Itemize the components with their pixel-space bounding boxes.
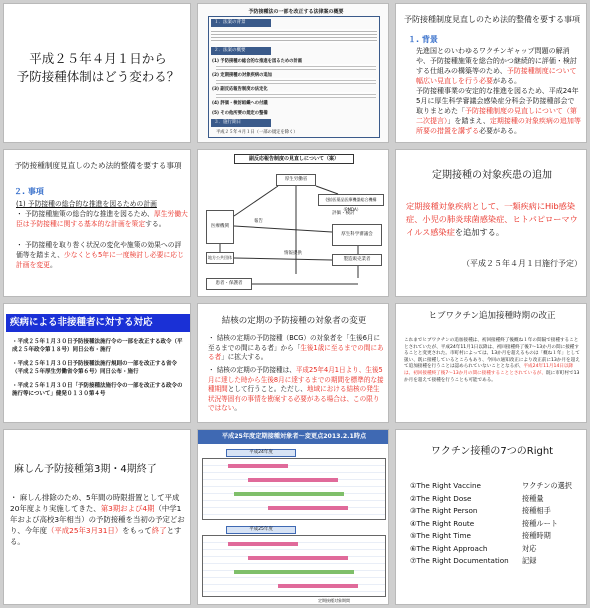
slide-4-title: 予防接種制度見直しのため法的整備を要する事項 [14, 161, 182, 170]
slide-2-sec1-text [211, 29, 377, 43]
slide-9 [395, 303, 587, 423]
slide-12-row: ⑥The Right Approach 対応 [410, 543, 537, 553]
slide-2-row4: (4) 評価・検討組織への付議 [212, 101, 268, 106]
slide-9-title: ヒブワクチン追加接種時期の改正 [428, 311, 556, 321]
slide-3 [395, 3, 587, 143]
slide-4 [3, 149, 191, 297]
slide-12-row: ③The Right Person 接種相手 [410, 506, 551, 515]
slide-2-row1: (1) 予防接種の総合的な推進を図るための計画 [212, 59, 303, 64]
slide-2 [197, 3, 389, 143]
slide-11-header: 平成25年度定期接種対象者〜変更点2013.2.1時点 [198, 430, 389, 444]
slide-2-row5: (5) その他所要の規定の整備 [212, 111, 268, 116]
slide-12-row: ⑦The Right Documentation 記録 [410, 556, 537, 565]
slide-5 [197, 149, 389, 297]
slide-5-node-hospital: 医療機関 [206, 210, 234, 244]
slide-11-bar-6 [248, 556, 348, 560]
slide-12-row: ④The Right Route 接種ルート [410, 518, 558, 528]
slide-11-bar-7 [234, 570, 354, 574]
slide-11-bar-1 [228, 464, 288, 468]
slide-2-sec2: ２．法案の概要 [211, 47, 271, 55]
slide-12-list [410, 480, 586, 568]
slide-5-arrow-1 [234, 186, 278, 216]
slide-11-bar-5 [228, 542, 298, 546]
slide-2-row3: (3) 副反応報告制度の法定化 [212, 87, 268, 92]
slide-5-arrows [198, 150, 389, 297]
slide-5-label-report: 報告 [254, 219, 263, 224]
slide-11-bar-4 [268, 506, 348, 510]
slide-3-paragraph-1: 先進国とのいわゆるワクチンギャップ問題の解消や、予防接種施策を総合的かつ継続的に評価・検討する仕組みの構築等のため、予防接種制度について幅広い見直しを行う必要がある。 [416, 47, 577, 85]
slide-11-bar-2 [248, 478, 338, 482]
slide-12-title: ワクチン接種の7つのRight [430, 446, 554, 457]
slide-8 [197, 303, 389, 423]
slide-3-paragraph-2: 予防接種事業の安定的な推進を図るため、平成24年5月に厚生科学審議会感染症分科会予防接種部会で取りまとめた「予防接種制度の見直しについて（第二次提言）」を踏まえ、定期接種の対象疾病の追加等所要の措置を講ずる必要がある。 [416, 87, 581, 135]
slide-10-bullet: ・ 麻しん排除のため、5年間の時限措置として平成20年度より実施してきた、第3期および4期（中学1年および高校3年相当）の予防接種を当初の予定どおり、今年度（平成25年3月31日）をもって終了とする。 [10, 492, 188, 547]
slide-5-node-patient: 患者・保護者 [206, 278, 252, 290]
slide-5-node-maker: 製造販売業者 [332, 254, 382, 266]
slide-11-legend: 定期接種対象期間 [318, 598, 350, 603]
slide-8-bullet-1: ・ 結核の定期の予防接種（BCG）の対象者を「生後6月に至るまでの間にある者」から「生後1歳に至るまでの間にある者」に拡大する。 [208, 334, 384, 363]
slide-4-bullet-2: ・ 予防接種を取り巻く状況の変化や施策の効果への評価等を踏まえ、少なくとも5年に一度検討し必要に応じ計画を変更。 [16, 240, 188, 270]
slide-7 [3, 303, 191, 423]
slide-1-title-line1: 平成２５年４月１日から [29, 51, 167, 66]
slide-4-heading: ２. 事項 [14, 187, 44, 196]
slide-5-node-pmda: (独)医薬品医療機器総合機構（PMDA） [318, 194, 384, 206]
slide-12-row: ②The Right Dose 接種量 [410, 493, 544, 503]
slide-2-row1-text [216, 64, 376, 70]
slide-4-subheading: (1) 予防接種の総合的な推進を図るための計画 [16, 200, 157, 208]
slide-2-row3-text [216, 92, 376, 98]
slide-2-date: 平成２５年４月１日（一部の規定を除く） [216, 130, 298, 135]
slide-5-node-council: 厚生科学審議会 [332, 224, 382, 246]
slide-5-arrow-3 [316, 186, 338, 194]
slide-6 [395, 149, 587, 297]
slide-2-row2-text [216, 78, 376, 84]
slide-7-bullet-2: ・ 平成２５年１月３０日予防接種法施行規則の一部を改正する省令（平成２５年厚生労働省令第６号）同日公布・施行 [12, 360, 188, 376]
slide-6-paragraph: 定期接種対象疾病として、一類疾病にHib感染症、小児の肺炎球菌感染症、ヒトパピローマウイルス感染症を追加する。 [406, 201, 578, 237]
slide-11-table-1-label: 平成24年度 [226, 449, 296, 457]
slide-11-bar-3 [234, 492, 344, 496]
slide-5-label-info: 情報提供 [284, 251, 302, 256]
slide-5-node-mhlw: 厚生労働省 [276, 174, 316, 186]
slide-6-note: （平成２５年４月１日施行予定） [462, 259, 582, 268]
slide-11-table-2-label: 平成25年度 [226, 526, 296, 534]
slide-5-node-local-gov: 地方公共団体 [206, 252, 234, 264]
slide-4-bullet-1: ・ 予防接種施策の総合的な推進を図るため、厚生労働大臣は予防接種に関する基本的な計画を策定する。 [16, 209, 188, 229]
slide-2-row2: (2) 定期接種の対象疾病の追加 [212, 73, 272, 78]
slide-2-sec3: ３．施行期日 [211, 119, 271, 127]
slide-2-header: 予防接種法の一部を改正する法律案の概要 [248, 9, 344, 15]
slide-11-bar-8 [278, 584, 358, 588]
slide-10 [3, 429, 191, 605]
slide-8-title: 結核の定期の予防接種の対象者の変更 [221, 316, 367, 326]
slide-5-arrow-2 [234, 226, 332, 232]
slide-12-row: ⑤The Right Time 接種時期 [410, 531, 551, 540]
slide-1-title-line2: 予防接種体制はどう変わる？ [16, 69, 180, 84]
slide-2-sec1: １．法案の背景 [211, 19, 271, 27]
slide-12-row: ①The Right Vaccine ワクチンの選択 [410, 481, 572, 490]
slide-8-bullet-2: ・ 結核の定期の予防接種は、平成25年4月1日より、生後5月に達した時から生後8月に達するまでの期間を標準的な接種期間として行うこと。ただし、地域における結核の発生状況等固有の事情を勘案する必要がある場合は、この限りではない。 [208, 366, 384, 414]
slide-3-title: 予防接種制度見直しのため法的整備を要する事項 [404, 15, 580, 24]
slide-5-label-eval: 評価・検討 [332, 211, 355, 216]
slide-9-paragraph: これまでヒブワクチンの追加接種は、初回接種終了後概ね１年の間隔で接種することとされていたが、平成24年11月1日以降は、初回接種終了後7～13か月の間に接種することと変更された。市町村によっては、13か月を超えるものは「概ね１年」として扱い、既に接種しているところもあり、今回の通知改正により改正前に13か月を超えて追加接種を行うことは認められていないこととなるが、平成24年11月14日以降は、初回接種終了後7～13か月の間に接種することとされているが、既に市町村で13か月を超えて接種を行うことも可能である。 [404, 338, 580, 383]
slide-7-bullet-1: ・ 平成２５年１月３０日予防接種法施行令の一部を改正する政令（平成２５年政令第１８号）同日公布・施行 [12, 338, 188, 354]
slide-5-arrow-5 [234, 258, 332, 260]
slide-1 [3, 3, 191, 143]
slide-10-title: 麻しん予防接種第3期・4期終了 [14, 464, 157, 475]
slide-6-title: 定期接種の対象疾患の追加 [432, 170, 552, 181]
slide-11 [197, 429, 389, 605]
slide-12 [395, 429, 587, 605]
slide-7-bullet-3: ・ 平成２５年１月３０日「予防接種法施行令の一部を改正する政令の施行等について」健発０１３０第４号 [12, 382, 188, 398]
slide-7-title: 疾病による非接種者に対する対応 [6, 314, 190, 332]
slide-5-header: 副反応報告制度の見直しについて（案） [234, 154, 354, 164]
slide-3-heading: １. 背景 [408, 35, 438, 44]
